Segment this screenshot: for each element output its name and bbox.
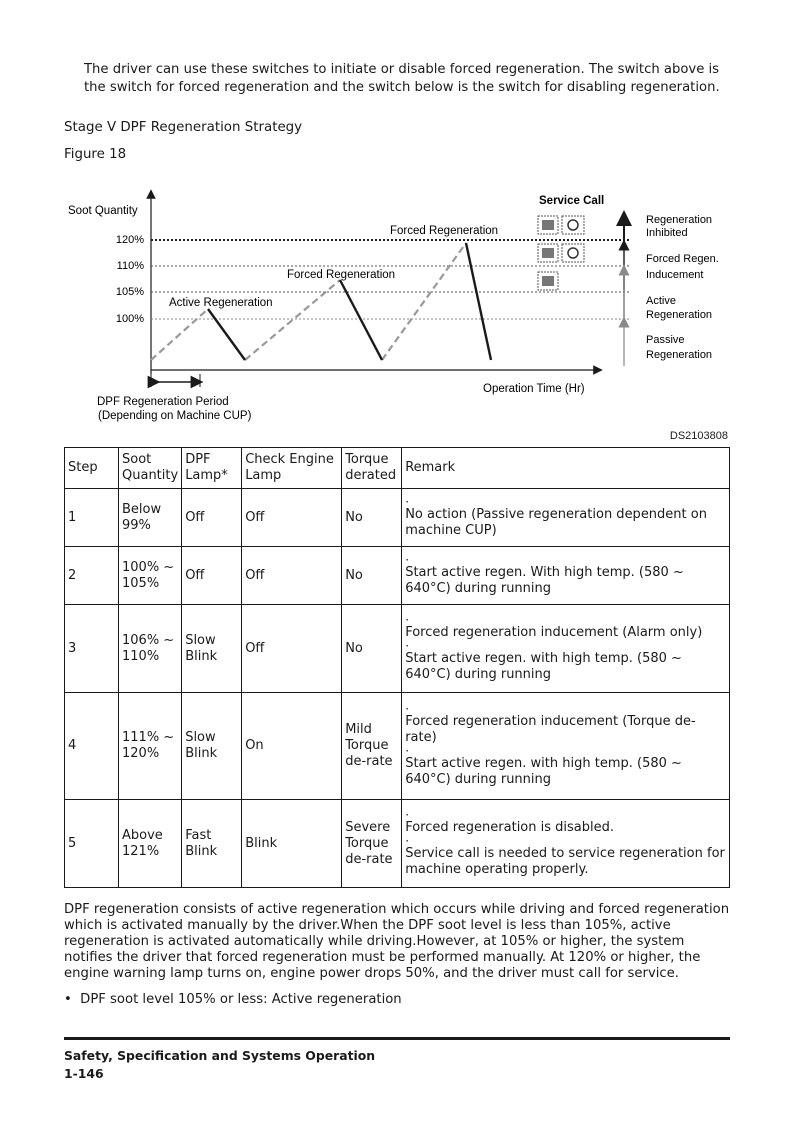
cell-dpf-lamp: Off <box>182 547 242 605</box>
label-forced-regeneration-mid: Forced Regeneration <box>287 269 396 281</box>
remark-text: Start active regen. with high temp. (580 ~ 640°C) during running <box>405 650 682 682</box>
legend-forced-line2: Inducement <box>646 269 704 281</box>
figure-label: Figure 18 <box>64 147 127 162</box>
dpf-lamp-icon-row1 <box>538 216 584 234</box>
cell-step: 4 <box>65 693 119 800</box>
table-row <box>65 605 730 693</box>
table-row <box>65 489 730 547</box>
period-label-line1: DPF Regeneration Period <box>97 396 229 408</box>
service-call-label: Service Call <box>539 195 605 207</box>
cell-engine-lamp: Off <box>242 489 342 547</box>
cell-torque: No <box>342 489 402 547</box>
warning-lamp-icons <box>538 216 584 290</box>
cell-soot: Above 121% <box>119 800 182 888</box>
remark-text: Forced regeneration inducement (Alarm only) <box>405 624 703 640</box>
bullet-dot: · <box>405 494 410 509</box>
bullet-dot: · <box>405 744 410 758</box>
legend-active-line1: Active <box>646 295 676 307</box>
level-label-120: 120% <box>115 234 144 246</box>
table-row <box>65 547 730 605</box>
footer-divider <box>64 1037 730 1040</box>
label-forced-regeneration-high: Forced Regeneration <box>390 225 499 237</box>
page-number: 1-146 <box>64 1066 104 1081</box>
header-step: Step <box>65 448 119 489</box>
legend-inhibited-line2: Inhibited <box>646 227 688 239</box>
cell-soot: 106% ~ 110% <box>119 605 182 693</box>
remark-text: Start active regen. With high temp. (580 ~ 640°C) during running <box>405 564 684 596</box>
cell-step: 2 <box>65 547 119 605</box>
intro-paragraph: The driver can use these switches to initiate or disable forced regeneration. The switch above is the switch for forced regeneration and the switch below is the switch for disabling regeneration. <box>84 62 720 95</box>
cell-engine-lamp: Off <box>242 605 342 693</box>
level-label-105: 105% <box>115 286 144 298</box>
header-check-engine-lamp: Check Engine Lamp <box>242 448 342 489</box>
bullet-dot: · <box>405 702 410 716</box>
summary-paragraph: DPF regeneration consists of active regeneration which occurs while driving and forced regeneration which is activated manually by the driver.When the DPF soot level is less than 105%, active regeneration is activated automatically while driving.However, at 105% or higher, the system notifies the driver that forced regeneration must be performed manually. At 120% or higher, the engine warning lamp turns on, engine power drops 50%, and the driver must call for service. <box>64 902 730 981</box>
legend-passive-line1: Passive <box>646 334 685 346</box>
cell-engine-lamp: On <box>242 693 342 800</box>
remark-text: No action (Passive regeneration dependent on machine CUP) <box>405 506 707 538</box>
cell-soot: 111% ~ 120% <box>119 693 182 800</box>
table-row <box>65 693 730 800</box>
footer-title: Safety, Specification and Systems Operation <box>64 1048 376 1063</box>
header-dpf-lamp: DPF Lamp* <box>182 448 242 489</box>
bullet-dot: · <box>405 612 410 627</box>
legend-inhibited-line1: Regeneration <box>646 214 713 226</box>
remark-text: Start active regen. with high temp. (580 ~ 640°C) during running <box>405 756 682 787</box>
cell-dpf-lamp: Slow Blink <box>182 605 242 693</box>
remark-text: Forced regeneration inducement (Torque de-rate) <box>405 714 696 745</box>
cell-remark <box>402 800 730 888</box>
diagram-code: DS2103808 <box>669 430 728 442</box>
cell-dpf-lamp: Off <box>182 489 242 547</box>
x-axis-label: Operation Time (Hr) <box>483 383 585 395</box>
header-soot-quantity: Soot Quantity <box>119 448 182 489</box>
header-remark: Remark <box>402 448 730 489</box>
legend-passive-line2: Regeneration <box>646 349 713 361</box>
cell-step: 5 <box>65 800 119 888</box>
table-header-row <box>65 448 730 489</box>
cell-engine-lamp: Blink <box>242 800 342 888</box>
level-label-110: 110% <box>116 260 144 272</box>
cell-dpf-lamp: Slow Blink <box>182 693 242 800</box>
header-torque-derated: Torque derated <box>342 448 402 489</box>
cell-remark <box>402 547 730 605</box>
label-active-regeneration: Active Regeneration <box>169 297 273 309</box>
remark-text: Service call is needed to service regeneration for machine operating properly. <box>405 845 725 877</box>
regeneration-diagram <box>62 188 730 428</box>
period-label-line2: (Depending on Machine CUP) <box>98 410 252 422</box>
cell-dpf-lamp: Fast Blink <box>182 800 242 888</box>
cell-remark <box>402 489 730 547</box>
cell-soot: 100% ~ 105% <box>119 547 182 605</box>
cell-torque: No <box>342 547 402 605</box>
bullet-dot: · <box>405 807 410 822</box>
bullet-item <box>64 992 402 1007</box>
cell-step: 3 <box>65 605 119 693</box>
dpf-lamp-icon-row3 <box>538 272 558 290</box>
cell-remark <box>402 605 730 693</box>
cell-remark <box>402 693 730 800</box>
level-label-100: 100% <box>115 313 144 325</box>
y-axis-label: Soot Quantity <box>68 205 138 217</box>
table-row <box>65 800 730 888</box>
bullet-text: DPF soot level 105% or less: Active regeneration <box>80 992 402 1007</box>
dpf-lamp-icon-row2 <box>538 244 584 262</box>
bullet-dot: • <box>64 992 72 1007</box>
cell-torque: Severe Torque de-rate <box>342 800 402 888</box>
bullet-dot: · <box>405 638 410 653</box>
legend-forced-line1: Forced Regen. <box>646 253 719 265</box>
cell-soot: Below 99% <box>119 489 182 547</box>
remark-text: Forced regeneration is disabled. <box>405 819 614 835</box>
bullet-dot: · <box>405 833 410 848</box>
section-heading: Stage V DPF Regeneration Strategy <box>64 120 303 135</box>
legend-active-line2: Regeneration <box>646 309 713 321</box>
cell-engine-lamp: Off <box>242 547 342 605</box>
cell-torque: Mild Torque de-rate <box>342 693 402 800</box>
bullet-dot: · <box>405 552 410 567</box>
regeneration-steps-table <box>64 447 730 888</box>
cell-step: 1 <box>65 489 119 547</box>
cell-torque: No <box>342 605 402 693</box>
